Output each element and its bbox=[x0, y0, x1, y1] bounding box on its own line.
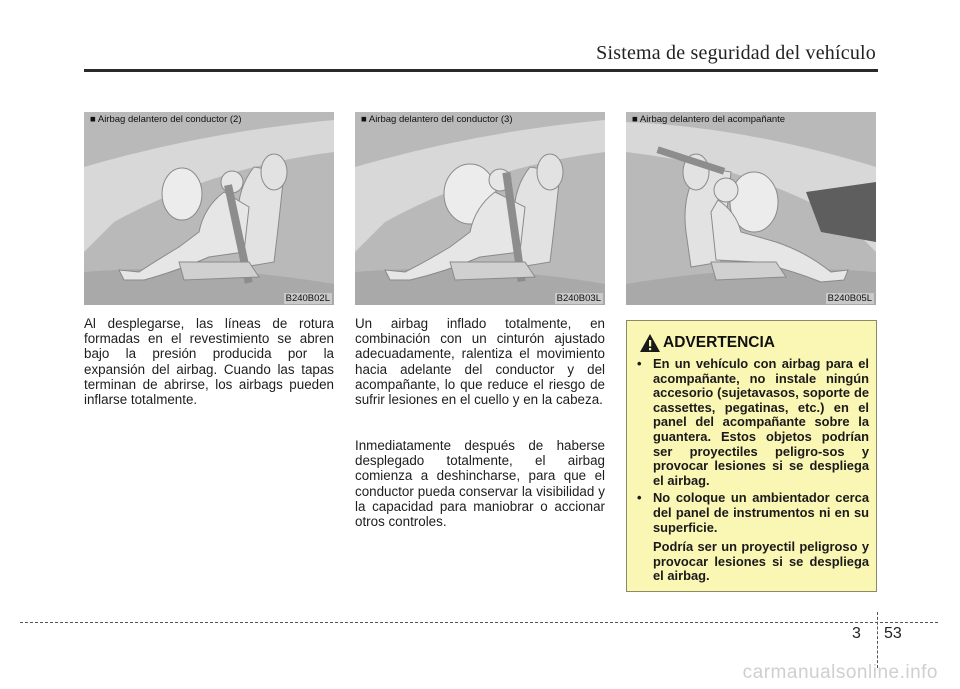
driver-airbag-illustration bbox=[84, 112, 334, 305]
warning-item-text: En un vehículo con airbag para el acompañante, no instale ningún accesorio (sujetavasos, soporte de cassettes, pegatinas, etc.) en el panel del acompañante sobre la guantera. Estos objetos podrían ser proyectiles peligro-sos y provocar lesiones si se despliega el airbag. bbox=[653, 356, 869, 488]
figure-driver-airbag-2 bbox=[84, 112, 334, 305]
left-paragraph: Al desplegarse, las líneas de rotura formadas en el revestimiento se abren bajo la presión producida por la expansión del airbag. Cuando las tapas terminan de abrirse, los airbags pueden inflarse totalmente. bbox=[84, 316, 334, 408]
middle-paragraph-2: Inmediatamente después de haberse desplegado totalmente, el airbag comienza a deshincharse, para que el conductor pueda conservar la visibilidad y la capacidad para maniobrar o accionar otros controles. bbox=[355, 438, 605, 530]
warning-item-extra: Podría ser un proyectil peligroso y provocar lesiones si se despliega el airbag. bbox=[653, 539, 869, 584]
bullet: • bbox=[637, 490, 642, 506]
figure-caption: ■ Airbag delantero del conductor (3) bbox=[361, 114, 513, 125]
figure-driver-airbag-3 bbox=[355, 112, 605, 305]
middle-paragraph-1: Un airbag inflado totalmente, en combinación con un cinturón ajustado adecuadamente, ralentiza el movimiento hacia adelante del conductor y del acompañante, lo que reduce el riesgo de sufrir lesiones en el cuello y en la cabeza. bbox=[355, 316, 605, 408]
warning-box bbox=[626, 320, 877, 592]
warning-item-text: No coloque un ambientador cerca del panel de instrumentos ni en su superficie. bbox=[653, 490, 869, 535]
figure-caption: ■ Airbag delantero del acompañante bbox=[632, 114, 786, 125]
header-rule bbox=[84, 69, 878, 72]
section-title: Sistema de seguridad del vehículo bbox=[596, 42, 876, 64]
chapter-number: 3 bbox=[852, 625, 861, 642]
figure-code: B240B05L bbox=[827, 293, 872, 304]
warning-item bbox=[635, 357, 869, 488]
warning-item bbox=[635, 491, 869, 535]
figure-passenger-airbag bbox=[626, 112, 876, 305]
warning-title: ADVERTENCIA bbox=[663, 334, 775, 351]
footer-rule bbox=[20, 622, 938, 623]
footer-divider bbox=[877, 612, 878, 668]
warning-triangle-icon bbox=[639, 333, 661, 353]
figure-code: B240B03L bbox=[556, 293, 601, 304]
page-number: 53 bbox=[884, 625, 902, 642]
watermark: carmanualsonline.info bbox=[742, 662, 938, 683]
warning-list bbox=[635, 357, 869, 538]
figure-caption: ■ Airbag delantero del conductor (2) bbox=[90, 114, 242, 125]
driver-airbag-inflated-illustration bbox=[355, 112, 605, 305]
figure-code: B240B02L bbox=[285, 293, 330, 304]
bullet: • bbox=[637, 356, 642, 371]
passenger-airbag-illustration bbox=[626, 112, 876, 305]
